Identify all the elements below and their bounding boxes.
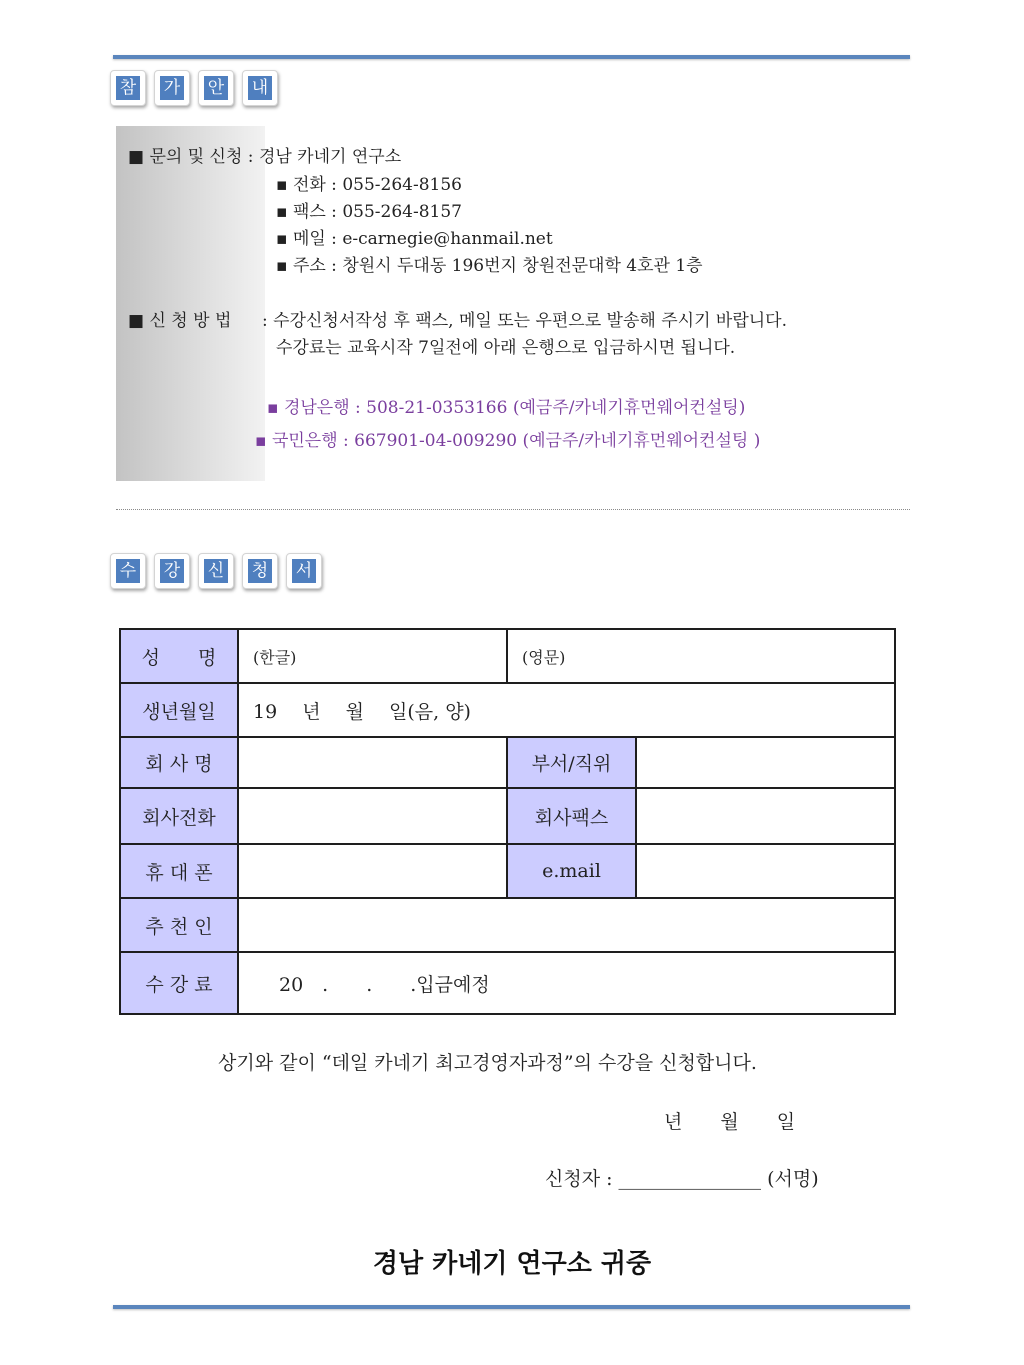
method-label: 신 청 방 법: [149, 311, 232, 331]
table-row: [120, 629, 895, 683]
email-label: e.mail: [507, 844, 636, 898]
small-bullet-icon: ▪: [267, 398, 279, 418]
section-title-application: [110, 553, 322, 589]
inquiry-value: 경남 카네기 연구소: [258, 147, 402, 167]
email-field[interactable]: [636, 844, 895, 898]
title-char-box: 안: [198, 70, 234, 106]
mobile-label: 휴 대 폰: [120, 844, 238, 898]
company-phone-label: 회사전화: [120, 788, 238, 844]
bank-line-1: ▪ 경남은행 : 508-21-0353166 (예금주/카네기휴먼웨어컨설팅): [267, 398, 746, 418]
section-title-guide: [110, 70, 278, 106]
company-fax-label: 회사팩스: [507, 788, 636, 844]
name-english-field[interactable]: (영문): [507, 629, 895, 683]
fee-label: 수 강 료: [120, 952, 238, 1014]
top-rule: [113, 55, 910, 59]
company-fax-field[interactable]: [636, 788, 895, 844]
application-form-table: [119, 628, 896, 1015]
table-row: [120, 952, 895, 1014]
table-row: [120, 898, 895, 952]
bottom-rule: [113, 1305, 910, 1309]
method-row: [128, 306, 231, 331]
inquiry-label: 문의 및 신청 :: [149, 147, 254, 167]
title-char-box: 신: [198, 553, 234, 589]
company-label: 회 사 명: [120, 737, 238, 788]
title-char-box: 내: [242, 70, 278, 106]
email-line: ▪ 메일 : e-carnegie@hanmail.net: [276, 229, 553, 249]
bank-line-2: ▪ 국민은행 : 667901-04-009290 (예금주/카네기휴먼웨어컨설팅 ): [255, 431, 761, 451]
date-line: 년 월 일: [664, 1111, 796, 1133]
dept-label: 부서/직위: [507, 737, 636, 788]
method-line-2: 수강료는 교육시작 7일전에 아래 은행으로 입금하시면 됩니다.: [276, 338, 736, 358]
fee-field[interactable]: 20 . . .입금예정: [238, 952, 895, 1014]
name-korean-field[interactable]: (한글): [238, 629, 507, 683]
title-char-box: 참: [110, 70, 146, 106]
company-field[interactable]: [238, 737, 507, 788]
inquiry-row: [128, 142, 401, 167]
table-row: [120, 788, 895, 844]
title-char-box: 수: [110, 553, 146, 589]
title-char-box: 가: [154, 70, 190, 106]
referrer-label: 추 천 인: [120, 898, 238, 952]
info-sidebar: [116, 126, 265, 481]
company-phone-field[interactable]: [238, 788, 507, 844]
square-bullet-icon: ■: [128, 147, 145, 167]
table-row: [120, 844, 895, 898]
address-line: ▪ 주소 : 창원시 두대동 196번지 창원전문대학 4호관 1층: [276, 256, 703, 276]
referrer-field[interactable]: [238, 898, 895, 952]
name-label: 성 명: [120, 629, 238, 683]
fax-line: ▪ 팩스 : 055-264-8157: [276, 202, 462, 222]
dept-field[interactable]: [636, 737, 895, 788]
title-char-box: 강: [154, 553, 190, 589]
title-char-box: 청: [242, 553, 278, 589]
small-bullet-icon: ▪: [276, 175, 288, 195]
footer-recipient: 경남 카네기 연구소 귀중: [372, 1249, 652, 1279]
title-char-box: 서: [286, 553, 322, 589]
small-bullet-icon: ▪: [276, 202, 288, 222]
phone-line: ▪ 전화 : 055-264-8156: [276, 175, 462, 195]
table-row: [120, 683, 895, 737]
applicant-signature-line: 신청자 : _______________ (서명): [545, 1168, 819, 1190]
method-line-1: : 수강신청서작성 후 팩스, 메일 또는 우편으로 발송해 주시기 바랍니다.: [262, 311, 787, 331]
small-bullet-icon: ▪: [255, 431, 267, 451]
small-bullet-icon: ▪: [276, 256, 288, 276]
small-bullet-icon: ▪: [276, 229, 288, 249]
application-statement: 상기와 같이 “데일 카네기 최고경영자과정”의 수강을 신청합니다.: [218, 1052, 757, 1074]
birth-field[interactable]: 19 년 월 일(음, 양): [238, 683, 895, 737]
table-row: [120, 737, 895, 788]
square-bullet-icon: ■: [128, 311, 145, 331]
mobile-field[interactable]: [238, 844, 507, 898]
birth-label: 생년월일: [120, 683, 238, 737]
section-divider: [116, 509, 910, 510]
